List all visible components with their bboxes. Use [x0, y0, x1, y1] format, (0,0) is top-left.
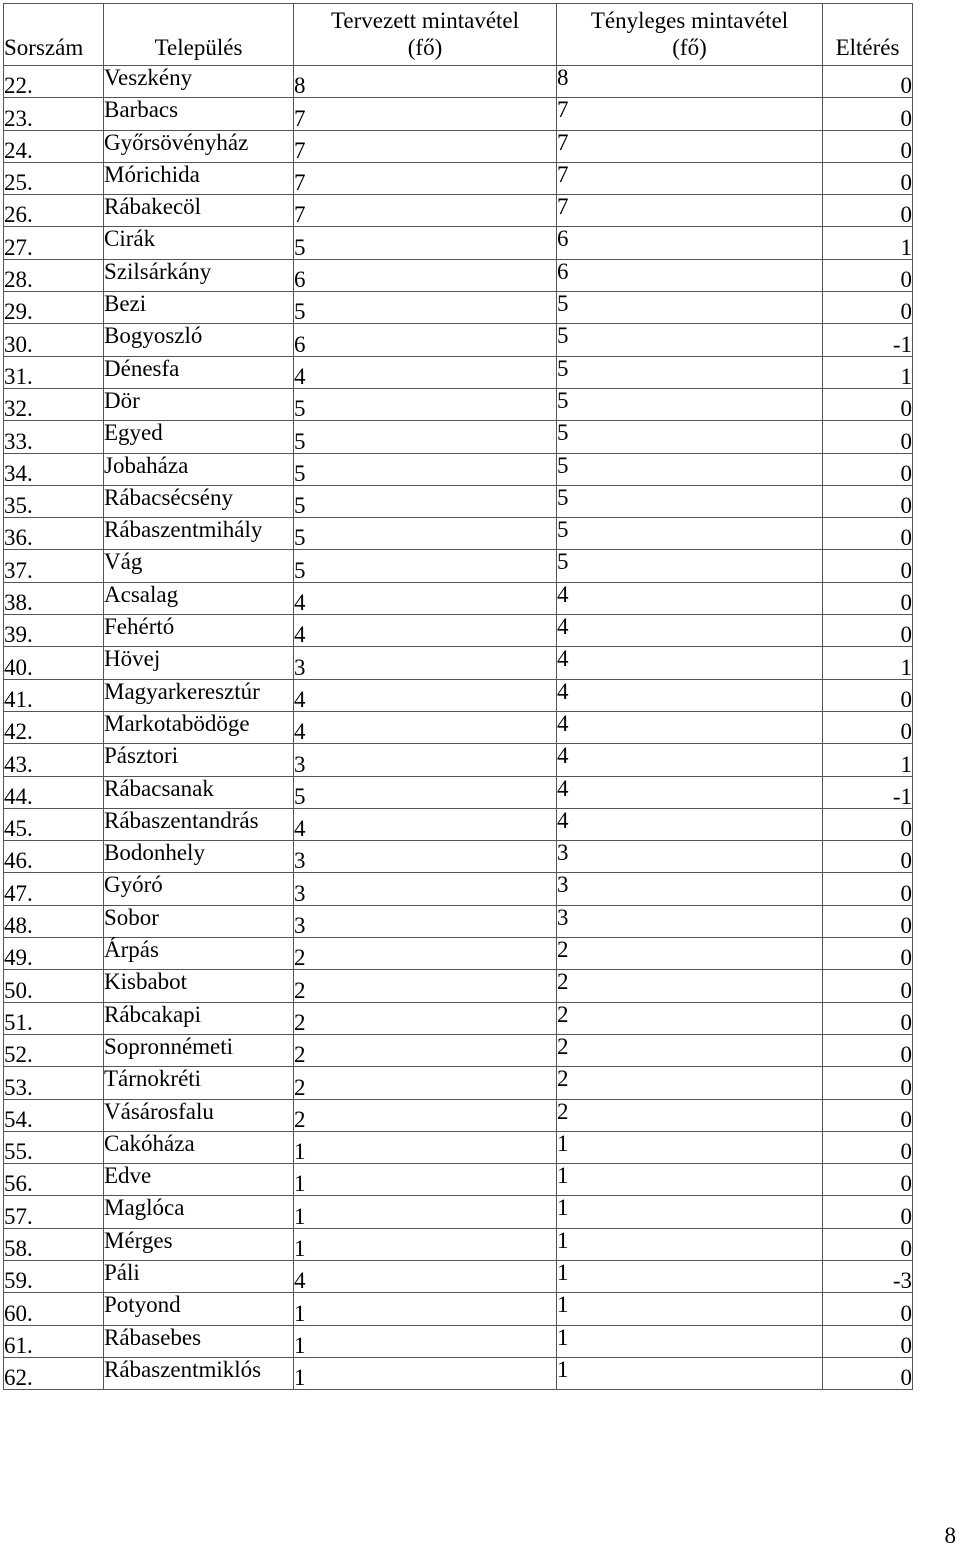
table-row	[4, 66, 913, 98]
table-row	[4, 582, 913, 614]
cell-difference: 0	[823, 1034, 913, 1066]
cell-difference: 0	[823, 1099, 913, 1131]
cell-difference: 0	[823, 98, 913, 130]
cell-settlement: Potyond	[104, 1293, 294, 1325]
cell-planned: 1	[294, 1131, 557, 1163]
cell-difference: 0	[823, 518, 913, 550]
cell-index: 62.	[4, 1357, 104, 1389]
table-row	[4, 679, 913, 711]
cell-actual: 3	[557, 905, 823, 937]
table-row	[4, 808, 913, 840]
cell-settlement: Hövej	[104, 647, 294, 679]
cell-difference: 1	[823, 744, 913, 776]
cell-difference: 0	[823, 388, 913, 420]
cell-difference: 0	[823, 1293, 913, 1325]
cell-actual: 8	[557, 66, 823, 98]
cell-index: 28.	[4, 259, 104, 291]
cell-index: 39.	[4, 615, 104, 647]
cell-planned: 4	[294, 808, 557, 840]
cell-index: 36.	[4, 518, 104, 550]
cell-planned: 5	[294, 776, 557, 808]
table-row	[4, 615, 913, 647]
cell-actual: 5	[557, 453, 823, 485]
cell-difference: 0	[823, 1164, 913, 1196]
cell-actual: 3	[557, 841, 823, 873]
cell-index: 27.	[4, 227, 104, 259]
cell-actual: 2	[557, 938, 823, 970]
cell-settlement: Mórichida	[104, 162, 294, 194]
cell-difference: -1	[823, 776, 913, 808]
cell-planned: 4	[294, 615, 557, 647]
cell-actual: 1	[557, 1325, 823, 1357]
cell-difference: 0	[823, 195, 913, 227]
cell-settlement: Dénesfa	[104, 356, 294, 388]
cell-settlement: Bogyoszló	[104, 324, 294, 356]
page-number: 8	[944, 1523, 956, 1548]
cell-index: 41.	[4, 679, 104, 711]
cell-index: 34.	[4, 453, 104, 485]
cell-index: 61.	[4, 1325, 104, 1357]
cell-actual: 1	[557, 1131, 823, 1163]
cell-planned: 1	[294, 1196, 557, 1228]
cell-difference: 0	[823, 453, 913, 485]
cell-index: 57.	[4, 1196, 104, 1228]
cell-difference: 0	[823, 582, 913, 614]
cell-planned: 1	[294, 1228, 557, 1260]
cell-settlement: Cakóháza	[104, 1131, 294, 1163]
cell-planned: 4	[294, 711, 557, 743]
cell-planned: 1	[294, 1325, 557, 1357]
cell-actual: 4	[557, 679, 823, 711]
cell-index: 50.	[4, 970, 104, 1002]
table-row	[4, 162, 913, 194]
cell-planned: 7	[294, 195, 557, 227]
cell-actual: 7	[557, 162, 823, 194]
cell-difference: 0	[823, 1196, 913, 1228]
cell-planned: 5	[294, 388, 557, 420]
table-row	[4, 227, 913, 259]
cell-actual: 3	[557, 873, 823, 905]
table-row	[4, 1067, 913, 1099]
table-row	[4, 776, 913, 808]
table-row	[4, 1131, 913, 1163]
cell-settlement: Mérges	[104, 1228, 294, 1260]
cell-planned: 1	[294, 1357, 557, 1389]
cell-index: 24.	[4, 130, 104, 162]
cell-actual: 4	[557, 615, 823, 647]
table-row	[4, 292, 913, 324]
table-row	[4, 195, 913, 227]
cell-settlement: Acsalag	[104, 582, 294, 614]
table-row	[4, 98, 913, 130]
table-row	[4, 1228, 913, 1260]
cell-difference: 0	[823, 550, 913, 582]
cell-difference: 0	[823, 162, 913, 194]
cell-difference: 0	[823, 1228, 913, 1260]
cell-settlement: Egyed	[104, 421, 294, 453]
cell-index: 25.	[4, 162, 104, 194]
cell-planned: 2	[294, 1034, 557, 1066]
table-row	[4, 388, 913, 420]
cell-actual: 5	[557, 356, 823, 388]
cell-settlement: Maglóca	[104, 1196, 294, 1228]
table-row	[4, 259, 913, 291]
cell-settlement: Magyarkeresztúr	[104, 679, 294, 711]
cell-actual: 7	[557, 195, 823, 227]
cell-actual: 4	[557, 711, 823, 743]
cell-settlement: Szilsárkány	[104, 259, 294, 291]
cell-index: 30.	[4, 324, 104, 356]
cell-difference: 0	[823, 615, 913, 647]
cell-settlement: Barbacs	[104, 98, 294, 130]
cell-index: 23.	[4, 98, 104, 130]
cell-actual: 1	[557, 1260, 823, 1292]
table-row	[4, 356, 913, 388]
cell-actual: 1	[557, 1164, 823, 1196]
cell-planned: 7	[294, 98, 557, 130]
cell-settlement: Győrsövényház	[104, 130, 294, 162]
cell-actual: 4	[557, 744, 823, 776]
cell-planned: 3	[294, 905, 557, 937]
cell-planned: 5	[294, 421, 557, 453]
cell-difference: 0	[823, 130, 913, 162]
cell-actual: 5	[557, 324, 823, 356]
cell-difference: 0	[823, 485, 913, 517]
cell-actual: 4	[557, 776, 823, 808]
cell-index: 52.	[4, 1034, 104, 1066]
cell-planned: 1	[294, 1293, 557, 1325]
cell-index: 29.	[4, 292, 104, 324]
cell-difference: 1	[823, 647, 913, 679]
table-row	[4, 1002, 913, 1034]
table-row	[4, 518, 913, 550]
table-row	[4, 453, 913, 485]
cell-settlement: Dör	[104, 388, 294, 420]
cell-index: 60.	[4, 1293, 104, 1325]
header-planned-line1: Tervezett mintavétel	[330, 7, 520, 33]
cell-actual: 6	[557, 227, 823, 259]
cell-planned: 7	[294, 162, 557, 194]
cell-settlement: Vásárosfalu	[104, 1099, 294, 1131]
cell-difference: 1	[823, 356, 913, 388]
cell-actual: 2	[557, 1067, 823, 1099]
cell-difference: 0	[823, 292, 913, 324]
table-row	[4, 711, 913, 743]
cell-planned: 5	[294, 485, 557, 517]
cell-actual: 7	[557, 98, 823, 130]
cell-actual: 6	[557, 259, 823, 291]
cell-settlement: Sobor	[104, 905, 294, 937]
cell-planned: 2	[294, 1067, 557, 1099]
cell-difference: 0	[823, 66, 913, 98]
table-body	[4, 66, 913, 1390]
cell-index: 47.	[4, 873, 104, 905]
cell-difference: 0	[823, 970, 913, 1002]
cell-planned: 3	[294, 841, 557, 873]
table-row	[4, 905, 913, 937]
cell-settlement: Sopronnémeti	[104, 1034, 294, 1066]
cell-settlement: Kisbabot	[104, 970, 294, 1002]
table-row	[4, 1034, 913, 1066]
cell-settlement: Rábasebes	[104, 1325, 294, 1357]
cell-actual: 1	[557, 1228, 823, 1260]
cell-planned: 3	[294, 744, 557, 776]
cell-difference: 0	[823, 938, 913, 970]
table-row	[4, 1196, 913, 1228]
cell-actual: 5	[557, 421, 823, 453]
cell-planned: 2	[294, 1099, 557, 1131]
cell-difference: 0	[823, 873, 913, 905]
cell-planned: 4	[294, 356, 557, 388]
cell-difference: 0	[823, 1325, 913, 1357]
table-row	[4, 485, 913, 517]
cell-index: 44.	[4, 776, 104, 808]
cell-index: 53.	[4, 1067, 104, 1099]
table-row	[4, 647, 913, 679]
cell-difference: 0	[823, 905, 913, 937]
cell-actual: 5	[557, 388, 823, 420]
cell-planned: 6	[294, 259, 557, 291]
cell-difference: 0	[823, 1002, 913, 1034]
cell-actual: 1	[557, 1357, 823, 1389]
header-planned	[294, 4, 557, 66]
cell-settlement: Bodonhely	[104, 841, 294, 873]
header-difference: Eltérés	[823, 4, 913, 66]
cell-actual: 5	[557, 550, 823, 582]
cell-planned: 5	[294, 227, 557, 259]
table-row	[4, 1325, 913, 1357]
cell-settlement: Fehértó	[104, 615, 294, 647]
table-row	[4, 841, 913, 873]
cell-settlement: Rábaszentmihály	[104, 518, 294, 550]
table-row	[4, 744, 913, 776]
cell-difference: 0	[823, 1067, 913, 1099]
cell-planned: 5	[294, 292, 557, 324]
cell-difference: 0	[823, 1131, 913, 1163]
cell-actual: 2	[557, 1099, 823, 1131]
table-row	[4, 324, 913, 356]
table-row	[4, 1357, 913, 1389]
cell-planned: 4	[294, 1260, 557, 1292]
cell-difference: 0	[823, 841, 913, 873]
cell-settlement: Árpás	[104, 938, 294, 970]
cell-settlement: Gyóró	[104, 873, 294, 905]
cell-difference: 0	[823, 808, 913, 840]
cell-settlement: Edve	[104, 1164, 294, 1196]
cell-actual: 7	[557, 130, 823, 162]
cell-index: 37.	[4, 550, 104, 582]
cell-index: 55.	[4, 1131, 104, 1163]
cell-index: 26.	[4, 195, 104, 227]
cell-index: 38.	[4, 582, 104, 614]
cell-actual: 2	[557, 970, 823, 1002]
table-row	[4, 938, 913, 970]
table-row	[4, 130, 913, 162]
cell-actual: 5	[557, 292, 823, 324]
cell-settlement: Pásztori	[104, 744, 294, 776]
cell-settlement: Rábaszentandrás	[104, 808, 294, 840]
cell-difference: 0	[823, 421, 913, 453]
cell-index: 56.	[4, 1164, 104, 1196]
cell-planned: 8	[294, 66, 557, 98]
cell-planned: 3	[294, 647, 557, 679]
cell-settlement: Bezi	[104, 292, 294, 324]
cell-index: 31.	[4, 356, 104, 388]
cell-index: 43.	[4, 744, 104, 776]
cell-settlement: Cirák	[104, 227, 294, 259]
header-actual-line1: Tényleges mintavétel	[590, 7, 789, 33]
cell-actual: 4	[557, 808, 823, 840]
header-settlement: Település	[104, 4, 294, 66]
table-row	[4, 1260, 913, 1292]
cell-settlement: Veszkény	[104, 66, 294, 98]
table-row	[4, 1099, 913, 1131]
cell-actual: 1	[557, 1293, 823, 1325]
cell-difference: -3	[823, 1260, 913, 1292]
cell-settlement: Rábacsécsény	[104, 485, 294, 517]
cell-planned: 5	[294, 518, 557, 550]
cell-index: 32.	[4, 388, 104, 420]
cell-index: 22.	[4, 66, 104, 98]
cell-settlement: Vág	[104, 550, 294, 582]
cell-actual: 4	[557, 647, 823, 679]
cell-planned: 2	[294, 1002, 557, 1034]
cell-index: 59.	[4, 1260, 104, 1292]
table-row	[4, 1164, 913, 1196]
cell-actual: 2	[557, 1034, 823, 1066]
cell-planned: 1	[294, 1164, 557, 1196]
cell-settlement: Rábakecöl	[104, 195, 294, 227]
header-planned-line2: (fő)	[407, 35, 443, 61]
cell-actual: 5	[557, 485, 823, 517]
cell-index: 45.	[4, 808, 104, 840]
cell-planned: 6	[294, 324, 557, 356]
cell-planned: 2	[294, 970, 557, 1002]
cell-planned: 5	[294, 453, 557, 485]
table-row	[4, 873, 913, 905]
cell-planned: 4	[294, 582, 557, 614]
cell-index: 42.	[4, 711, 104, 743]
cell-actual: 5	[557, 518, 823, 550]
cell-planned: 7	[294, 130, 557, 162]
cell-index: 49.	[4, 938, 104, 970]
cell-index: 35.	[4, 485, 104, 517]
cell-settlement: Markotabödöge	[104, 711, 294, 743]
table-row	[4, 421, 913, 453]
cell-settlement: Rábaszentmiklós	[104, 1357, 294, 1389]
table-row	[4, 550, 913, 582]
cell-planned: 3	[294, 873, 557, 905]
cell-difference: 0	[823, 679, 913, 711]
cell-planned: 5	[294, 550, 557, 582]
cell-index: 46.	[4, 841, 104, 873]
cell-actual: 1	[557, 1196, 823, 1228]
cell-index: 40.	[4, 647, 104, 679]
table-row	[4, 970, 913, 1002]
cell-actual: 2	[557, 1002, 823, 1034]
header-actual	[557, 4, 823, 66]
cell-settlement: Rábacsanak	[104, 776, 294, 808]
cell-settlement: Páli	[104, 1260, 294, 1292]
cell-settlement: Jobaháza	[104, 453, 294, 485]
cell-difference: -1	[823, 324, 913, 356]
cell-settlement: Tárnokréti	[104, 1067, 294, 1099]
table-header-row	[4, 4, 913, 66]
cell-index: 54.	[4, 1099, 104, 1131]
header-index: Sorszám	[4, 4, 104, 66]
cell-index: 33.	[4, 421, 104, 453]
header-actual-line2: (fő)	[672, 35, 707, 61]
sampling-table	[3, 3, 913, 1390]
cell-settlement: Rábcakapi	[104, 1002, 294, 1034]
cell-difference: 0	[823, 1357, 913, 1389]
cell-index: 48.	[4, 905, 104, 937]
cell-difference: 0	[823, 711, 913, 743]
cell-difference: 1	[823, 227, 913, 259]
cell-planned: 2	[294, 938, 557, 970]
cell-index: 58.	[4, 1228, 104, 1260]
cell-index: 51.	[4, 1002, 104, 1034]
cell-planned: 4	[294, 679, 557, 711]
table-row	[4, 1293, 913, 1325]
cell-actual: 4	[557, 582, 823, 614]
cell-difference: 0	[823, 259, 913, 291]
